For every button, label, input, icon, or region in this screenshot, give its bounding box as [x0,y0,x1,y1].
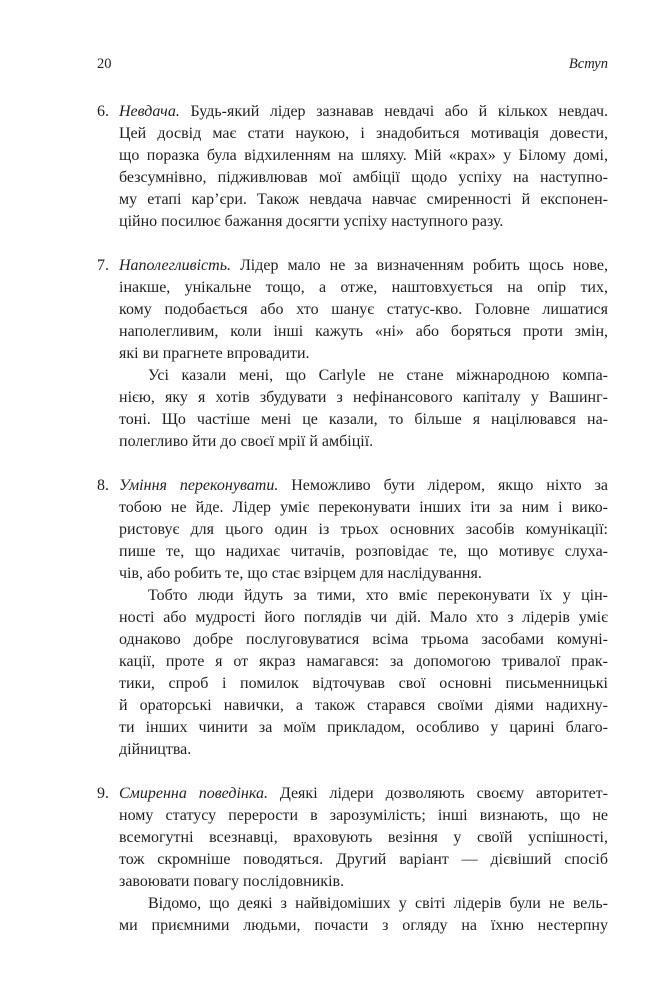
item-body [119,475,608,761]
text-line: тож скромніше поводяться. Другий варіант — дієвіший спосіб [119,851,608,868]
text-line: ристовує для цього один із трьох основних засобів комунікації: [119,521,608,538]
text-line: що поразка була відхиленням на шляху. Мій «крах» у Білому домі, [119,147,608,164]
item-number: 8. [97,477,109,494]
text-line: му етапі кар’єри. Також невдача навчає смиренності й експонен- [119,191,608,208]
list-item [97,783,608,937]
text-line: тоні. Що частіше мені це казали, то більше я націлювався на- [119,411,608,428]
list-item [97,101,608,233]
text-line: безсумнівно, підживлював мої амбіції щодо успіху на наступно- [119,169,608,186]
list-item [97,475,608,761]
page-number: 20 [97,56,112,72]
item-number: 6. [97,103,109,120]
text-line: чів, або робить те, що стає взірцем для наслідування. [119,565,482,582]
text-line: Усі казали мені, що Carlyle не стане міжнародною компа- [148,367,608,384]
text-line [119,783,608,805]
text-line: тобою не йде. Лідер уміє переконувати інших іти за ним і вико- [119,499,608,516]
item-lead-italic: Наполегливість. [119,257,231,274]
item-body [119,255,608,453]
text-line: ному статусу перерости в зарозумілість; інші визнають, що не [119,807,608,824]
text-line: завоювати повагу послідовників. [119,873,345,890]
text-line: тики, спроб і помилок відточував свої основні письменницькі [119,675,608,692]
text-line: ційно посилює бажання досягти успіху наступного разу. [119,213,504,230]
text-line: однаково добре послуговуватися всіма трьома засобами комуні- [119,631,608,648]
text-line: Цей досвід має стати наукою, і знадобиться мотивація довести, [119,125,608,142]
text-line: ності або мудрості його поглядів чи дій. Мало хто з лідерів уміє [119,609,608,626]
text-line: кому подобається або хто шанує статус-кво. Головне лишатися [119,301,608,318]
text-line [119,475,608,497]
text-line: дійництва. [119,741,192,758]
text-line: кації, проте я от якраз намагався: за допомогою тривалої прак- [119,653,608,670]
item-body [119,783,608,937]
text-line: й ораторські навички, а також старався своїми діями надихну- [119,697,608,714]
line-text: Деякі лідери дозволяють своєму авторитет- [279,785,609,802]
item-body [119,101,608,233]
text-line [119,255,608,277]
list-item [97,255,608,453]
text-line: ми приємними людьми, почасти з огляду на їхню нестерпну [119,917,608,934]
running-title: Вступ [568,56,608,72]
text-line: наполегливим, коли інші кажуть «ні» або боряться проти змін, [119,323,608,340]
item-number: 7. [97,257,109,274]
page-header [97,55,608,73]
text-line: інакше, унікальне тощо, а отже, наштовхується на опір тих, [119,279,608,296]
line-text: Лідер мало не за визначенням робить щось нове, [239,257,608,274]
line-text: Будь-який лідер зазнавав невдачі або й кількох невдач. [190,103,609,120]
text-line: всемогутні всезнавці, враховують везіння у своїй успішності, [119,829,608,846]
text-line: Тобто люди йдуть за тими, хто вміє переконувати їх у цін- [148,587,608,604]
text-line [119,101,608,123]
numbered-list [97,101,608,937]
text-line: ти інших чинити за моїм прикладом, особливо у царині благо- [119,719,608,736]
item-lead-italic: Невдача. [119,103,180,120]
line-text: Неможливо бути лідером, якщо ніхто за [291,477,608,494]
item-lead-italic: Смиренна поведінка. [119,785,268,802]
text-line: пише те, що надихає читачів, розповідає те, що мотивує слуха- [119,543,608,560]
text-line: які ви прагнете впровадити. [119,345,310,362]
text-line: нією, яку я хотів збудувати з нефінансового капіталу у Вашинг- [119,389,608,406]
item-lead-italic: Уміння переконувати. [119,477,279,494]
item-number: 9. [97,785,109,802]
text-line: полегливо йти до своєї мрії й амбіції. [119,433,374,450]
text-line: Відомо, що деякі з найвідоміших у світі лідерів були не вель- [148,895,608,912]
